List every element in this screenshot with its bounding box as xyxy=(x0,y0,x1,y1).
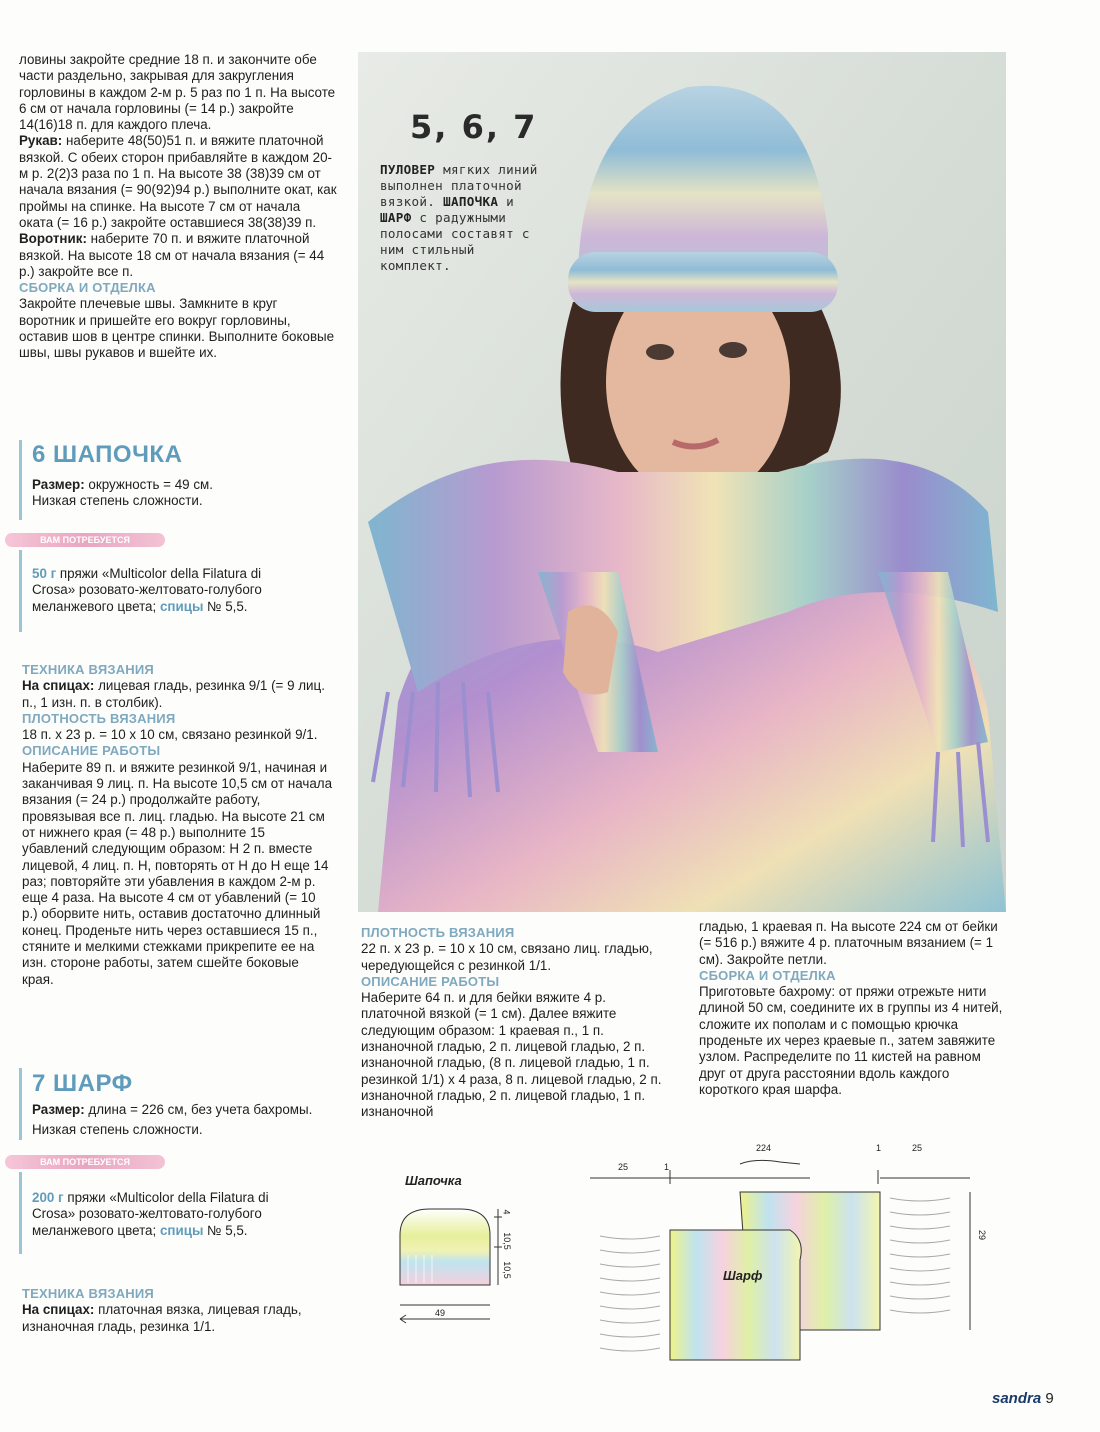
scarf-size-text: длина = 226 см, без учета бахромы. xyxy=(84,1102,313,1117)
scarf-dim-224: 224 xyxy=(756,1143,772,1153)
scarf-dim-25-right: 25 xyxy=(912,1143,923,1153)
assembly-text: Закройте плечевые швы. Замкните в круг воротник и пришейте его вокруг горловины, оставив шов в центре спинки. Выполните боковые швы, швы рукавов и вшейте их. xyxy=(19,296,335,361)
scarf-diagram xyxy=(580,1150,1000,1380)
hat-dim-4: 4 xyxy=(501,1209,512,1215)
scarf-work-cont: гладью, 1 краевая п. На высоте 224 см от бейки (= 516 р.) вяжите 4 р. платочным вязанием (= 1 см). Закройте петли. xyxy=(699,919,998,967)
pattern-numbers: 5, 6, 7 xyxy=(410,108,538,146)
scarf-difficulty: Низкая степень сложности. xyxy=(32,1122,203,1138)
hat-difficulty: Низкая степень сложности. xyxy=(32,493,203,509)
hat-technique-heading: ТЕХНИКА ВЯЗАНИЯ xyxy=(22,662,154,677)
sleeve-text: наберите 48(50)51 п. и вяжите платочной вязкой. С обеих сторон прибавляйте в каждом 20-м р. 2(2)3 раза по 1 п. На высоте 38 (38)39 см от начала вязания (= 90(92)94 р.) выполните окат, как проймы на спинке. На высоте 7 см от начала оката (= 16 р.) закройте оставшиеся 38(38)39 п. xyxy=(19,133,337,230)
scarf-need-badge: ВАМ ПОТРЕБУЕТСЯ xyxy=(5,1155,165,1169)
hat-yarn-amount: 50 г xyxy=(32,566,57,581)
scarf-dim-1-left: 1 xyxy=(664,1162,670,1172)
scarf-section-bar xyxy=(19,1068,22,1140)
hat-intro xyxy=(32,477,332,510)
scarf-intro xyxy=(32,1102,342,1139)
scarf-technique-text: платочная вязка, лицевая гладь, изнаночная гладь, резинка 1/1. xyxy=(22,1302,302,1334)
hat-yarn xyxy=(32,566,302,615)
scarf-heading: 7 ШАРФ xyxy=(32,1070,133,1097)
hat-heading: 6 ШАПОЧКА xyxy=(32,441,183,468)
hat-diagram-title: Шапочка xyxy=(405,1173,462,1188)
hat-dim-49: 49 xyxy=(435,1308,446,1318)
scarf-technique-label: На спицах: xyxy=(22,1302,95,1318)
hat-body xyxy=(22,662,334,988)
page-number: 9 xyxy=(1045,1390,1054,1407)
intro-text: ПУЛОВЕР мягких линий выполнен платочной вязкой. ШАПОЧКА и ШАРФ с радужными полосами составят с ним стильный комплект. xyxy=(380,162,538,273)
scarf-yarn-amount: 200 г xyxy=(32,1190,64,1205)
scarf-density-text: 22 п. x 23 р. = 10 x 10 см, связано лиц. гладью, чередующейся с резинкой 1/1. xyxy=(361,941,653,973)
scarf-size-label: Размер: xyxy=(32,1102,85,1117)
hat-yarn-text: пряжи «Multicolor della Filatura di Crosa» розовато-желтовато-голубого меланжевого цвета; xyxy=(32,566,262,614)
hat-work-heading: ОПИСАНИЕ РАБОТЫ xyxy=(22,743,161,759)
collar-text: наберите 70 п. и вяжите платочной вязкой. На высоте 18 см от начала вязания (= 44 р.) закройте все п. xyxy=(19,231,325,279)
collar-label: Воротник: xyxy=(19,231,87,247)
scarf-density-heading: ПЛОТНОСТЬ ВЯЗАНИЯ xyxy=(361,925,515,940)
scarf-yarn-bar xyxy=(19,1172,22,1254)
scarf-needles-text: № 5,5. xyxy=(203,1222,248,1238)
hat-technique-label: На спицах: xyxy=(22,678,95,694)
page-footer xyxy=(992,1390,1054,1407)
brand-logo: sandra xyxy=(992,1390,1042,1407)
scarf-diagram-title: Шарф xyxy=(723,1268,763,1283)
hat-work-text: Наберите 89 п. и вяжите резинкой 9/1, начиная и заканчивая 9 лиц. п. На высоте 10,5 см от начала вязания (= 24 р.) продолжайте работу, провязывая все п. лиц. гладью. На высоте 21 см от нижнего края (= 48 р.) выполните 15 убавлений следующим образом: Н 2 п. вместе лицевой, 4 лиц. п. Н, повторять от Н до Н еще 14 раз; повторяйте эти убавления в каждом 2-м р. еще 4 раза. На высоте 4 см от убавлений (= 10 р.) оборвите нить, оставив достаточно длинный конец. Проденьте нить через оставшиеся 15 п., стяните и мелкими стежками прикрепите ее на изн. стороне работы, затем сшейте боковые края. xyxy=(22,759,333,987)
sleeve-label: Рукав: xyxy=(19,133,63,149)
hat-dim-10-5-a: 10,5 xyxy=(501,1232,512,1250)
neckline-text: ловины закройте средние 18 п. и закончите обе части раздельно, закрывая для закругления горловины в каждом 2-м р. 5 раз по 1 п. На высоте 6 см от начала горловины (= 14 р.) закройте 14(16)18 п. для каждого плеча. xyxy=(19,52,336,133)
hat-dim-10-5-b: 10,5 xyxy=(501,1261,512,1279)
intro-pullover: ПУЛОВЕР xyxy=(380,162,436,177)
hat-needles-label: спицы xyxy=(159,598,204,614)
scarf-assembly-text: Приготовьте бахрому: от пряжи отрежьте нити длиной 50 см, соедините их в группы из 4 нитей, сложите их пополам и с помощью крючка проденьте их через краевые п., затем завяжите узлом. Распределите по 11 кистей на равном друг от друга расстоянии вдоль каждого короткого края шарфа. xyxy=(699,984,1003,1097)
left-column-top xyxy=(19,52,337,362)
hat-section-bar xyxy=(19,440,22,520)
scarf-technique xyxy=(22,1286,340,1335)
right-column xyxy=(699,919,1009,1098)
hat-size-label: Размер: xyxy=(32,477,85,492)
hat-density-text: 18 п. x 23 р. = 10 x 10 см, связано резинкой 9/1. xyxy=(22,727,318,743)
hat-technique-text: лицевая гладь, резинка 9/1 (= 9 лиц. п., 1 изн. п. в столбик). xyxy=(22,678,325,710)
scarf-dim-1-right: 1 xyxy=(876,1143,882,1153)
hat-needles-text: № 5,5. xyxy=(203,598,248,614)
scarf-work-heading: ОПИСАНИЕ РАБОТЫ xyxy=(361,973,500,989)
scarf-work-text: Наберите 64 п. и для бейки вяжите 4 р. платочной вязкой (= 1 см). Далее вяжите следующим образом: 1 краевая п., 1 п. изнаночной гладью, 2 п. лицевой гладью, 2 п. изнаночной гладью, (8 п. лицевой гладью, 1 п. резинкой 1/1) x 4 раза, 8 п. лицевой гладью, 2 п. изнаночной гладью, 2 п. лицевой гладью, 1 п. изнаночной xyxy=(361,990,662,1120)
scarf-yarn xyxy=(32,1190,294,1239)
scarf-yarn-text: пряжи «Multicolor della Filatura di Crosa» розовато-желтовато-голубого меланжевого цвета; xyxy=(32,1190,269,1238)
hat-need-badge: ВАМ ПОТРЕБУЕТСЯ xyxy=(5,533,165,547)
scarf-dim-25-left: 25 xyxy=(618,1162,629,1172)
hat-density-heading: ПЛОТНОСТЬ ВЯЗАНИЯ xyxy=(22,710,176,726)
mid-column xyxy=(361,925,669,1121)
scarf-dim-29: 29 xyxy=(977,1229,988,1241)
hat-size-text: окружность = 49 см. xyxy=(84,477,213,492)
assembly-heading: СБОРКА И ОТДЕЛКА xyxy=(19,280,156,296)
scarf-needles-label: спицы xyxy=(159,1222,204,1238)
scarf-assembly-heading: СБОРКА И ОТДЕЛКА xyxy=(699,967,836,983)
intro-scarf: ШАРФ xyxy=(380,210,412,225)
intro-hat: ШАПОЧКА xyxy=(443,194,499,209)
scarf-technique-heading: ТЕХНИКА ВЯЗАНИЯ xyxy=(22,1286,154,1301)
hat-yarn-bar xyxy=(19,550,22,632)
